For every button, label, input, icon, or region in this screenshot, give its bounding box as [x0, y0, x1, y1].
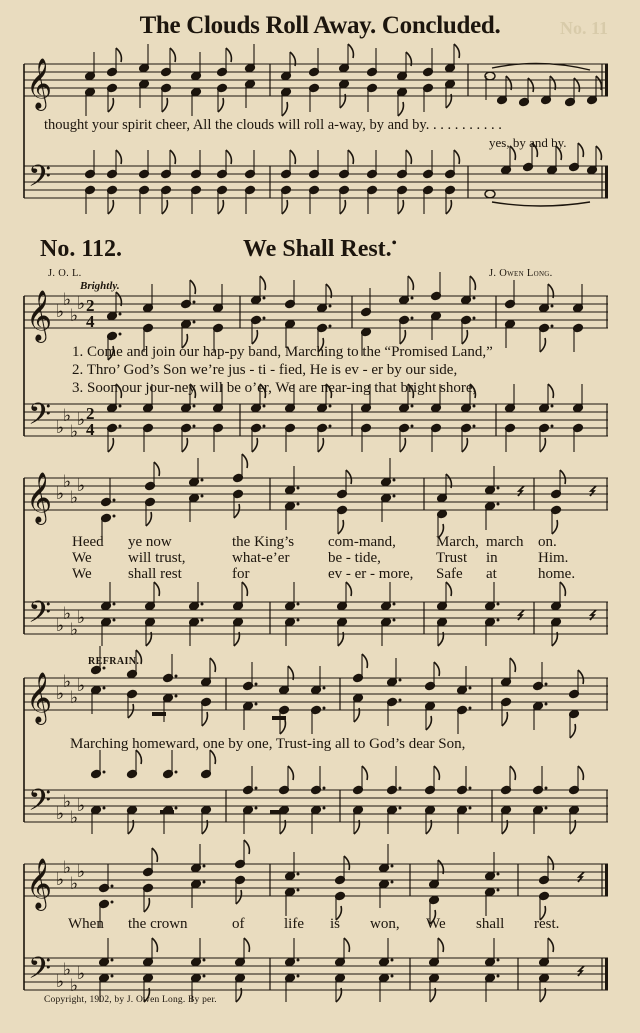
note-dot	[297, 603, 300, 606]
flat-sign: ♭	[63, 604, 72, 624]
note-flag	[346, 582, 351, 596]
verse-3-line-2-syllable-1: shall rest	[128, 566, 182, 582]
note-dot	[545, 807, 548, 810]
note-dot	[255, 807, 258, 810]
hymn-number: No. 112.	[40, 236, 123, 262]
refrain-line-2-syllable-5: won,	[370, 916, 400, 932]
flat-sign: ♭	[70, 422, 79, 442]
verse-2-line-2-syllable-5: in	[486, 550, 498, 566]
note-dot	[111, 885, 114, 888]
note-dot	[545, 683, 548, 686]
flat-sign: ♭	[63, 858, 72, 878]
note-dot	[201, 495, 204, 498]
verse-2-line-1: 2. Thro’ God’s Son we’re jus - ti - fied, He is ev - er by our side,	[72, 362, 458, 378]
note-flag	[570, 724, 575, 738]
verse-2-line-2-syllable-6: Him.	[538, 550, 569, 566]
flat-sign: ♭	[56, 804, 65, 824]
flat-sign: ♭	[77, 796, 86, 816]
half-rest	[152, 712, 166, 716]
flat-sign: ♭	[77, 476, 86, 496]
note-dot	[497, 873, 500, 876]
note-dot	[551, 305, 554, 308]
refrain-line-2-syllable-3: life	[284, 916, 304, 932]
bass-clef: 𝄢	[28, 398, 52, 439]
note-dot	[103, 807, 106, 810]
flat-sign: ♭	[70, 808, 79, 828]
note-flag	[244, 840, 249, 854]
flat-sign: ♭	[70, 688, 79, 708]
note-flag	[226, 48, 231, 62]
note-flag	[146, 512, 151, 526]
note-flag	[470, 276, 475, 290]
flat-sign: ♭	[63, 406, 72, 426]
note-dot	[297, 889, 300, 892]
note-flag	[348, 150, 353, 164]
note-dot	[545, 787, 548, 790]
note-flag	[154, 462, 159, 476]
note-flag	[510, 658, 515, 672]
flat-sign: ♭	[77, 294, 86, 314]
note-flag	[540, 438, 545, 452]
note-dot	[497, 975, 500, 978]
note-dot	[469, 707, 472, 710]
verse-1-line-2-syllable-3: com-mand,	[328, 534, 396, 550]
treble-clef: 𝄞	[26, 58, 53, 109]
note-flag	[548, 856, 553, 870]
note-dot	[111, 975, 114, 978]
flat-sign: ♭	[63, 792, 72, 812]
note-dot	[255, 683, 258, 686]
note-flag	[244, 938, 249, 952]
note-flag	[438, 938, 443, 952]
note-flag	[182, 438, 187, 452]
note-dot	[391, 959, 394, 962]
final-bar-line	[605, 64, 608, 96]
refrain-line-2-syllable-4: is	[330, 916, 341, 932]
time-signature-bottom: 4	[86, 312, 95, 331]
note-dot	[203, 881, 206, 884]
time-signature-bottom: 4	[86, 420, 95, 439]
note-dot	[193, 321, 196, 324]
note-dot	[201, 619, 204, 622]
flat-sign: ♭	[70, 306, 79, 326]
note-flag	[434, 766, 439, 780]
note-flag	[154, 582, 159, 596]
treble-clef: 𝄞	[26, 672, 53, 723]
note-flag	[578, 766, 583, 780]
note-dot	[399, 807, 402, 810]
note-dot	[263, 425, 266, 428]
verse-1-line-2-syllable-2: the King’s	[232, 534, 295, 550]
note-flag	[108, 200, 113, 214]
refrain-line-2-syllable-2: of	[232, 916, 245, 932]
verse-3-line-2-syllable-0: We	[72, 566, 92, 582]
note-dot	[393, 479, 396, 482]
note-dot	[391, 975, 394, 978]
note-flag	[226, 150, 231, 164]
verse-2-line-2-syllable-3: be - tide,	[328, 550, 381, 566]
note-flag	[190, 280, 195, 294]
note-dot	[175, 807, 178, 810]
note-dot	[323, 707, 326, 710]
note-dot	[113, 619, 116, 622]
note-dot	[497, 487, 500, 490]
note-dot	[329, 325, 332, 328]
note-flag	[128, 704, 133, 718]
flat-sign: ♭	[56, 418, 65, 438]
note-flag	[462, 330, 467, 344]
tempo-marking: Brightly.	[80, 280, 120, 292]
note-flag	[282, 200, 287, 214]
note-dot	[469, 807, 472, 810]
note-dot	[119, 405, 122, 408]
flat-sign: ♭	[77, 862, 86, 882]
note-flag	[560, 582, 565, 596]
note-dot	[297, 873, 300, 876]
flat-sign: ♭	[77, 964, 86, 984]
note-flag	[362, 654, 367, 668]
note-flag	[362, 766, 367, 780]
time-signature-top: 2	[86, 296, 95, 315]
note-dot	[393, 619, 396, 622]
hymn-title: We Shall Rest.•	[243, 236, 397, 262]
note-dot	[497, 619, 500, 622]
note-dot	[473, 425, 476, 428]
note-flag	[288, 766, 293, 780]
note-dot	[297, 959, 300, 962]
note-flag	[398, 200, 403, 214]
note-dot	[393, 495, 396, 498]
note-flag	[434, 662, 439, 676]
note-flag	[348, 44, 353, 58]
note-flag	[152, 938, 157, 952]
note-flag	[510, 766, 515, 780]
flat-sign: ♭	[70, 488, 79, 508]
flat-sign: ♭	[63, 960, 72, 980]
treble-clef: 𝄞	[26, 858, 53, 909]
note-dot	[323, 787, 326, 790]
note-flag	[152, 848, 157, 862]
verse-2-line-2-syllable-1: will trust,	[128, 550, 186, 566]
note-dot	[399, 699, 402, 702]
note-flag	[596, 146, 601, 160]
note-flag	[210, 658, 215, 672]
words-credit: J. O. L.	[48, 268, 82, 279]
note-dot	[469, 787, 472, 790]
note-dot	[551, 425, 554, 428]
note-flag	[170, 150, 175, 164]
note-dot	[119, 313, 122, 316]
note-flag	[446, 582, 451, 596]
flat-sign: ♭	[56, 972, 65, 992]
refrain-line-2-syllable-7: shall	[476, 916, 505, 932]
note-dot	[329, 405, 332, 408]
final-bar-line	[605, 864, 608, 896]
note-flag	[234, 504, 239, 518]
bleed-through-number: No. 11	[560, 18, 609, 38]
note-flag	[170, 48, 175, 62]
note-dot	[497, 959, 500, 962]
note-dot	[113, 515, 116, 518]
note-dot	[175, 675, 178, 678]
note-dot	[201, 479, 204, 482]
note-flag	[218, 98, 223, 112]
bass-clef: 𝄢	[28, 160, 52, 201]
note-dot	[263, 297, 266, 300]
flat-sign: ♭	[56, 684, 65, 704]
note-dot	[551, 325, 554, 328]
note-flag	[252, 330, 257, 344]
note-flag	[408, 276, 413, 290]
note-dot	[111, 959, 114, 962]
note-dot	[497, 503, 500, 506]
flat-sign: ♭	[70, 620, 79, 640]
refrain-line-1: Marching homeward, one by one, Trust-ing all to God’s dear Son,	[70, 736, 466, 752]
note-dot	[203, 975, 206, 978]
note-dot	[399, 679, 402, 682]
concluded-lyric-line: thought your spirit cheer, All the clouds will roll a-way, by and by. . . . . . . . . . .	[44, 117, 502, 133]
verse-1-line-2-syllable-5: march	[486, 534, 524, 550]
note-dot	[473, 297, 476, 300]
flat-sign: ♭	[77, 608, 86, 628]
note-dot	[193, 301, 196, 304]
note-dot	[297, 619, 300, 622]
note-dot	[399, 787, 402, 790]
note-dot	[113, 603, 116, 606]
note-flag	[446, 200, 451, 214]
verse-2-line-2-syllable-2: what-e’er	[232, 550, 290, 566]
flat-sign: ♭	[70, 874, 79, 894]
flat-sign: ♭	[77, 676, 86, 696]
note-dot	[391, 865, 394, 868]
note-dot	[255, 703, 258, 706]
verse-2-line-2-syllable-4: Trust	[436, 550, 468, 566]
note-dot	[551, 405, 554, 408]
note-flag	[318, 438, 323, 452]
note-flag	[144, 898, 149, 912]
note-flag	[236, 890, 241, 904]
note-dot	[255, 787, 258, 790]
note-flag	[260, 276, 265, 290]
treble-clef: 𝄞	[26, 290, 53, 341]
hymn-title-text: We Shall Rest.	[243, 236, 392, 262]
flat-sign: ♭	[56, 302, 65, 322]
concluded-lyric-alt: yes, by and by.	[489, 135, 567, 150]
note-flag	[280, 720, 285, 734]
note-flag	[344, 856, 349, 870]
note-dot	[411, 425, 414, 428]
note-dot	[393, 603, 396, 606]
note-dot	[545, 703, 548, 706]
verse-3-line-2-syllable-3: ev - er - more,	[328, 566, 414, 582]
note-dot	[175, 695, 178, 698]
verse-3-line-2-syllable-6: home.	[538, 566, 576, 582]
note-dot	[329, 425, 332, 428]
note-dot	[203, 959, 206, 962]
note-dot	[203, 865, 206, 868]
note-flag	[282, 102, 287, 116]
note-dot	[411, 297, 414, 300]
flat-sign: ♭	[63, 472, 72, 492]
note-dot	[411, 317, 414, 320]
verse-1-line-1: 1. Come and join our hap-py band, Marching to the “Promised Land,”	[72, 344, 493, 360]
copyright-notice: Copyright, 1902, by J. Owen Long. By per.	[44, 995, 217, 1005]
note-dot	[297, 487, 300, 490]
note-dot	[473, 405, 476, 408]
note-flag	[218, 200, 223, 214]
note-dot	[297, 503, 300, 506]
note-flag	[346, 470, 351, 484]
half-rest	[272, 716, 286, 720]
note-dot	[119, 333, 122, 336]
flat-sign: ♭	[63, 290, 72, 310]
note-flag	[548, 384, 553, 398]
verse-1-line-2-syllable-6: on.	[538, 534, 557, 550]
verse-3-line-1: 3. Soon our jour-ney will be o’er, We are near-ing that bright shore,	[72, 380, 477, 396]
note-dot	[175, 771, 178, 774]
note-dot	[323, 807, 326, 810]
flat-sign: ♭	[77, 410, 86, 430]
final-bar-line	[605, 166, 608, 198]
note-flag	[338, 520, 343, 534]
flat-sign: ♭	[56, 484, 65, 504]
verse-1-line-2-syllable-0: Heed	[72, 534, 104, 550]
note-dot	[193, 405, 196, 408]
note-dot	[473, 317, 476, 320]
tie-curve	[492, 202, 590, 206]
verse-3-line-2-syllable-5: at	[486, 566, 497, 582]
note-flag	[252, 438, 257, 452]
note-flag	[578, 670, 583, 684]
flat-sign: ♭	[56, 616, 65, 636]
flat-sign: ♭	[63, 672, 72, 692]
treble-clef: 𝄞	[26, 472, 53, 523]
bass-clef: 𝄢	[28, 596, 52, 637]
bass-clef: 𝄢	[28, 784, 52, 825]
note-flag	[502, 712, 507, 726]
note-dot	[297, 975, 300, 978]
note-dot	[201, 603, 204, 606]
final-bar-line	[605, 958, 608, 990]
note-flag	[242, 582, 247, 596]
note-dot	[411, 405, 414, 408]
note-flag	[242, 454, 247, 468]
half-rest	[270, 810, 284, 814]
note-flag	[344, 938, 349, 952]
note-dot	[103, 771, 106, 774]
note-flag	[290, 150, 295, 164]
page-title: The Clouds Roll Away. Concluded.	[139, 12, 501, 39]
note-flag	[398, 102, 403, 116]
verse-3-line-2-syllable-4: Safe	[436, 566, 463, 582]
note-flag	[454, 150, 459, 164]
note-flag	[108, 98, 113, 112]
note-dot	[193, 425, 196, 428]
flat-sign: ♭	[56, 870, 65, 890]
note-flag	[552, 520, 557, 534]
note-dot	[329, 305, 332, 308]
note-dot	[497, 889, 500, 892]
time-signature-top: 2	[86, 404, 95, 423]
note-flag	[340, 200, 345, 214]
refrain-line-2-syllable-8: rest.	[534, 916, 560, 932]
refrain-line-2-syllable-6: We	[426, 916, 446, 932]
note-flag	[108, 438, 113, 452]
flat-sign: ♭	[70, 976, 79, 996]
note-flag	[540, 338, 545, 352]
refrain-line-2-syllable-1: the crown	[128, 916, 188, 932]
note-flag	[400, 330, 405, 344]
note-dot	[111, 901, 114, 904]
note-flag	[162, 98, 167, 112]
refrain-label: REFRAIN.	[88, 656, 140, 667]
note-dot	[391, 881, 394, 884]
verse-3-line-2-syllable-2: for	[232, 566, 250, 582]
half-rest	[160, 810, 174, 814]
verse-1-line-2-syllable-4: March,	[436, 534, 479, 550]
verse-1-line-2-syllable-1: ye now	[128, 534, 172, 550]
note-flag	[406, 150, 411, 164]
bass-clef: 𝄢	[28, 952, 52, 993]
note-flag	[400, 438, 405, 452]
note-flag	[548, 938, 553, 952]
note-dot	[263, 317, 266, 320]
music-credit: J. Owen Long.	[489, 268, 553, 279]
note-flag	[426, 716, 431, 730]
note-flag	[202, 712, 207, 726]
note-dot	[103, 687, 106, 690]
note-flag	[116, 48, 121, 62]
note-flag	[116, 150, 121, 164]
note-dot	[263, 405, 266, 408]
note-dot	[469, 687, 472, 690]
note-flag	[162, 200, 167, 214]
note-dot	[323, 687, 326, 690]
verse-2-line-2-syllable-0: We	[72, 550, 92, 566]
refrain-line-2-syllable-0: When	[68, 916, 104, 932]
note-flag	[462, 438, 467, 452]
note-flag	[560, 470, 565, 484]
note-dot	[497, 603, 500, 606]
note-dot	[113, 499, 116, 502]
note-dot	[119, 425, 122, 428]
note-flag	[578, 143, 583, 157]
half-note-head	[485, 190, 495, 198]
note-flag	[454, 44, 459, 58]
